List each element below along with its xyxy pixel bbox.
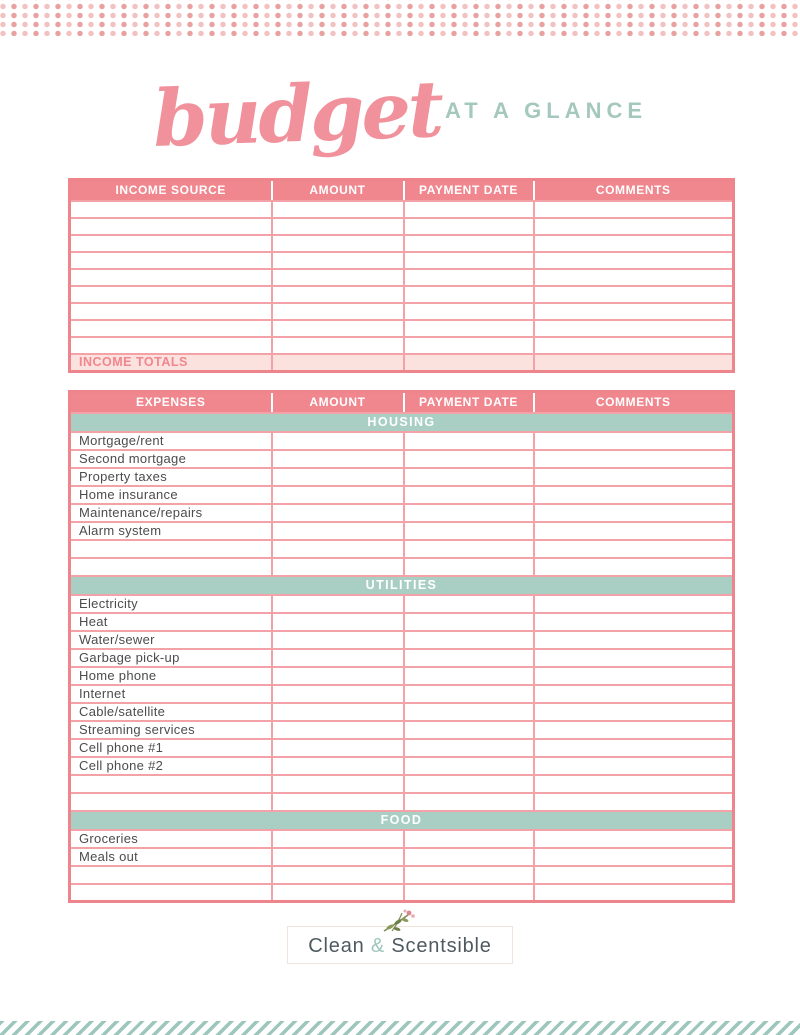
income-cell xyxy=(70,201,272,218)
expense-label-cell: Cell phone #2 xyxy=(70,757,272,775)
expense-label-cell: Meals out xyxy=(70,848,272,866)
income-payment-date-header: PAYMENT DATE xyxy=(404,180,534,201)
expense-row xyxy=(70,432,734,450)
expense-section-banner: HOUSING xyxy=(70,413,734,432)
expense-section-banner: UTILITIES xyxy=(70,576,734,595)
expense-cell xyxy=(534,558,734,576)
expense-label-cell: Second mortgage xyxy=(70,450,272,468)
expense-cell xyxy=(404,830,534,848)
expense-label-cell: Property taxes xyxy=(70,468,272,486)
income-cell xyxy=(404,252,534,269)
striped-border xyxy=(0,1021,800,1035)
income-cell xyxy=(272,320,404,337)
expense-cell xyxy=(534,504,734,522)
income-row xyxy=(70,218,734,235)
income-cell xyxy=(70,320,272,337)
expense-label-cell: Groceries xyxy=(70,830,272,848)
income-cell xyxy=(404,218,534,235)
expense-cell xyxy=(272,486,404,504)
expense-cell xyxy=(534,866,734,884)
expense-label-cell xyxy=(70,866,272,884)
income-table xyxy=(68,178,735,373)
expense-cell xyxy=(534,631,734,649)
expense-cell xyxy=(404,486,534,504)
expense-comments-header: COMMENTS xyxy=(534,392,734,413)
expense-label-cell: Streaming services xyxy=(70,721,272,739)
expense-label-cell xyxy=(70,793,272,811)
expense-cell xyxy=(272,613,404,631)
expense-cell xyxy=(534,432,734,450)
income-cell xyxy=(272,252,404,269)
expense-cell xyxy=(272,504,404,522)
income-totals-cell xyxy=(534,354,734,372)
brand-text xyxy=(308,935,491,957)
title-budget-script: budget xyxy=(151,64,443,166)
expense-cell xyxy=(534,848,734,866)
expense-cell xyxy=(404,866,534,884)
income-cell xyxy=(272,337,404,354)
income-cell xyxy=(404,269,534,286)
expense-row xyxy=(70,866,734,884)
expense-row xyxy=(70,649,734,667)
expense-cell xyxy=(272,884,404,902)
income-cell xyxy=(534,218,734,235)
expense-section-banner-row xyxy=(70,811,734,830)
expense-label-cell: Electricity xyxy=(70,595,272,613)
expense-cell xyxy=(534,649,734,667)
income-table-body xyxy=(70,201,734,354)
income-cell xyxy=(404,235,534,252)
expense-cell xyxy=(404,432,534,450)
expense-cell xyxy=(534,775,734,793)
expense-label-cell: Mortgage/rent xyxy=(70,432,272,450)
income-cell xyxy=(70,252,272,269)
expense-cell xyxy=(272,595,404,613)
income-header-row xyxy=(70,180,734,201)
expense-label-cell xyxy=(70,884,272,902)
expense-cell xyxy=(272,432,404,450)
brand-second: Scentsible xyxy=(391,935,492,957)
income-cell xyxy=(272,303,404,320)
income-cell xyxy=(534,252,734,269)
income-row xyxy=(70,201,734,218)
expense-cell xyxy=(534,613,734,631)
income-cell xyxy=(272,235,404,252)
expense-cell xyxy=(404,685,534,703)
income-totals-row xyxy=(70,354,734,372)
expense-cell xyxy=(404,703,534,721)
expense-header-row xyxy=(70,392,734,413)
expense-section-banner-row xyxy=(70,413,734,432)
expense-section-banner: FOOD xyxy=(70,811,734,830)
expense-table-body xyxy=(70,413,734,902)
title-at-a-glance: AT A GLANCE xyxy=(444,98,648,123)
income-cell xyxy=(272,201,404,218)
polka-dot-border xyxy=(0,0,800,36)
expense-cell xyxy=(272,739,404,757)
expense-cell xyxy=(534,667,734,685)
expense-label-cell: Maintenance/repairs xyxy=(70,504,272,522)
expense-cell xyxy=(404,468,534,486)
expense-row xyxy=(70,504,734,522)
expense-cell xyxy=(272,522,404,540)
expense-cell xyxy=(272,649,404,667)
expense-row xyxy=(70,721,734,739)
expense-label-cell: Alarm system xyxy=(70,522,272,540)
income-cell xyxy=(404,201,534,218)
expense-row xyxy=(70,486,734,504)
floral-sprig-icon xyxy=(378,907,422,935)
income-totals-label: INCOME TOTALS xyxy=(70,354,272,372)
expense-cell xyxy=(272,830,404,848)
income-cell xyxy=(272,218,404,235)
expense-cell xyxy=(404,613,534,631)
brand-first: Clean xyxy=(308,935,365,957)
expense-row xyxy=(70,793,734,811)
expense-amount-header: AMOUNT xyxy=(272,392,404,413)
income-row xyxy=(70,269,734,286)
income-cell xyxy=(70,235,272,252)
income-cell xyxy=(534,286,734,303)
income-cell xyxy=(70,286,272,303)
expense-cell xyxy=(534,884,734,902)
expense-row xyxy=(70,703,734,721)
expense-label-cell: Water/sewer xyxy=(70,631,272,649)
expense-label-cell: Internet xyxy=(70,685,272,703)
expense-cell xyxy=(404,631,534,649)
income-cell xyxy=(404,303,534,320)
expense-cell xyxy=(404,757,534,775)
expense-row xyxy=(70,613,734,631)
expense-cell xyxy=(404,522,534,540)
income-source-header: INCOME SOURCE xyxy=(70,180,272,201)
income-row xyxy=(70,320,734,337)
income-cell xyxy=(272,286,404,303)
expense-label-cell: Home phone xyxy=(70,667,272,685)
income-row xyxy=(70,252,734,269)
expense-row xyxy=(70,522,734,540)
expense-label-cell xyxy=(70,775,272,793)
income-cell xyxy=(70,269,272,286)
expense-payment-date-header: PAYMENT DATE xyxy=(404,392,534,413)
expense-row xyxy=(70,757,734,775)
expense-cell xyxy=(404,848,534,866)
expense-cell xyxy=(272,848,404,866)
expense-cell xyxy=(534,685,734,703)
income-totals-cell xyxy=(404,354,534,372)
expense-cell xyxy=(534,721,734,739)
expense-row xyxy=(70,685,734,703)
income-row xyxy=(70,235,734,252)
expense-cell xyxy=(272,775,404,793)
expense-cell xyxy=(272,757,404,775)
income-totals-cell xyxy=(272,354,404,372)
income-cell xyxy=(404,320,534,337)
income-cell xyxy=(70,303,272,320)
expense-cell xyxy=(534,830,734,848)
expense-row xyxy=(70,540,734,558)
expense-label-cell: Home insurance xyxy=(70,486,272,504)
footer-logo xyxy=(0,907,800,964)
expense-section-banner-row xyxy=(70,576,734,595)
expense-cell xyxy=(404,739,534,757)
expense-label-cell: Cell phone #1 xyxy=(70,739,272,757)
expense-cell xyxy=(534,703,734,721)
income-cell xyxy=(534,269,734,286)
expense-row xyxy=(70,558,734,576)
expense-cell xyxy=(534,540,734,558)
income-cell xyxy=(70,337,272,354)
expense-row xyxy=(70,884,734,902)
expense-row xyxy=(70,830,734,848)
expense-table xyxy=(68,390,735,903)
income-row xyxy=(70,286,734,303)
expense-cell xyxy=(272,721,404,739)
expense-cell xyxy=(272,667,404,685)
income-cell xyxy=(534,303,734,320)
expense-cell xyxy=(534,793,734,811)
expense-cell xyxy=(534,468,734,486)
expense-row xyxy=(70,450,734,468)
expense-label-cell: Garbage pick-up xyxy=(70,649,272,667)
expense-label-cell: Heat xyxy=(70,613,272,631)
expense-cell xyxy=(272,685,404,703)
expense-cell xyxy=(404,667,534,685)
income-cell xyxy=(404,286,534,303)
expense-cell xyxy=(534,757,734,775)
page-title xyxy=(0,38,800,166)
income-row xyxy=(70,303,734,320)
expense-cell xyxy=(404,450,534,468)
expense-row xyxy=(70,631,734,649)
expense-cell xyxy=(272,793,404,811)
income-cell xyxy=(534,201,734,218)
income-cell xyxy=(534,337,734,354)
expense-cell xyxy=(534,522,734,540)
expense-row xyxy=(70,595,734,613)
expense-label-cell: Cable/satellite xyxy=(70,703,272,721)
expense-cell xyxy=(272,703,404,721)
expense-cell xyxy=(272,631,404,649)
expense-row xyxy=(70,848,734,866)
expense-row xyxy=(70,739,734,757)
expense-cell xyxy=(272,540,404,558)
expense-cell xyxy=(404,775,534,793)
expense-cell xyxy=(404,884,534,902)
expense-cell xyxy=(272,450,404,468)
income-cell xyxy=(534,320,734,337)
income-amount-header: AMOUNT xyxy=(272,180,404,201)
expense-cell xyxy=(272,558,404,576)
expense-cell xyxy=(404,595,534,613)
income-comments-header: COMMENTS xyxy=(534,180,734,201)
expense-cell xyxy=(404,540,534,558)
expense-cell xyxy=(404,558,534,576)
expense-row xyxy=(70,775,734,793)
expense-cell xyxy=(404,721,534,739)
brand-ampersand: & xyxy=(370,935,386,957)
income-cell xyxy=(534,235,734,252)
expense-label-cell xyxy=(70,558,272,576)
expense-row xyxy=(70,468,734,486)
expense-cell xyxy=(404,504,534,522)
expense-cell xyxy=(404,649,534,667)
expense-cell xyxy=(534,739,734,757)
income-cell xyxy=(272,269,404,286)
income-row xyxy=(70,337,734,354)
expenses-header: EXPENSES xyxy=(70,392,272,413)
expense-cell xyxy=(534,486,734,504)
expense-cell xyxy=(272,468,404,486)
expense-row xyxy=(70,667,734,685)
income-cell xyxy=(70,218,272,235)
income-cell xyxy=(404,337,534,354)
expense-cell xyxy=(404,793,534,811)
expense-cell xyxy=(534,595,734,613)
expense-cell xyxy=(534,450,734,468)
expense-label-cell xyxy=(70,540,272,558)
expense-cell xyxy=(272,866,404,884)
